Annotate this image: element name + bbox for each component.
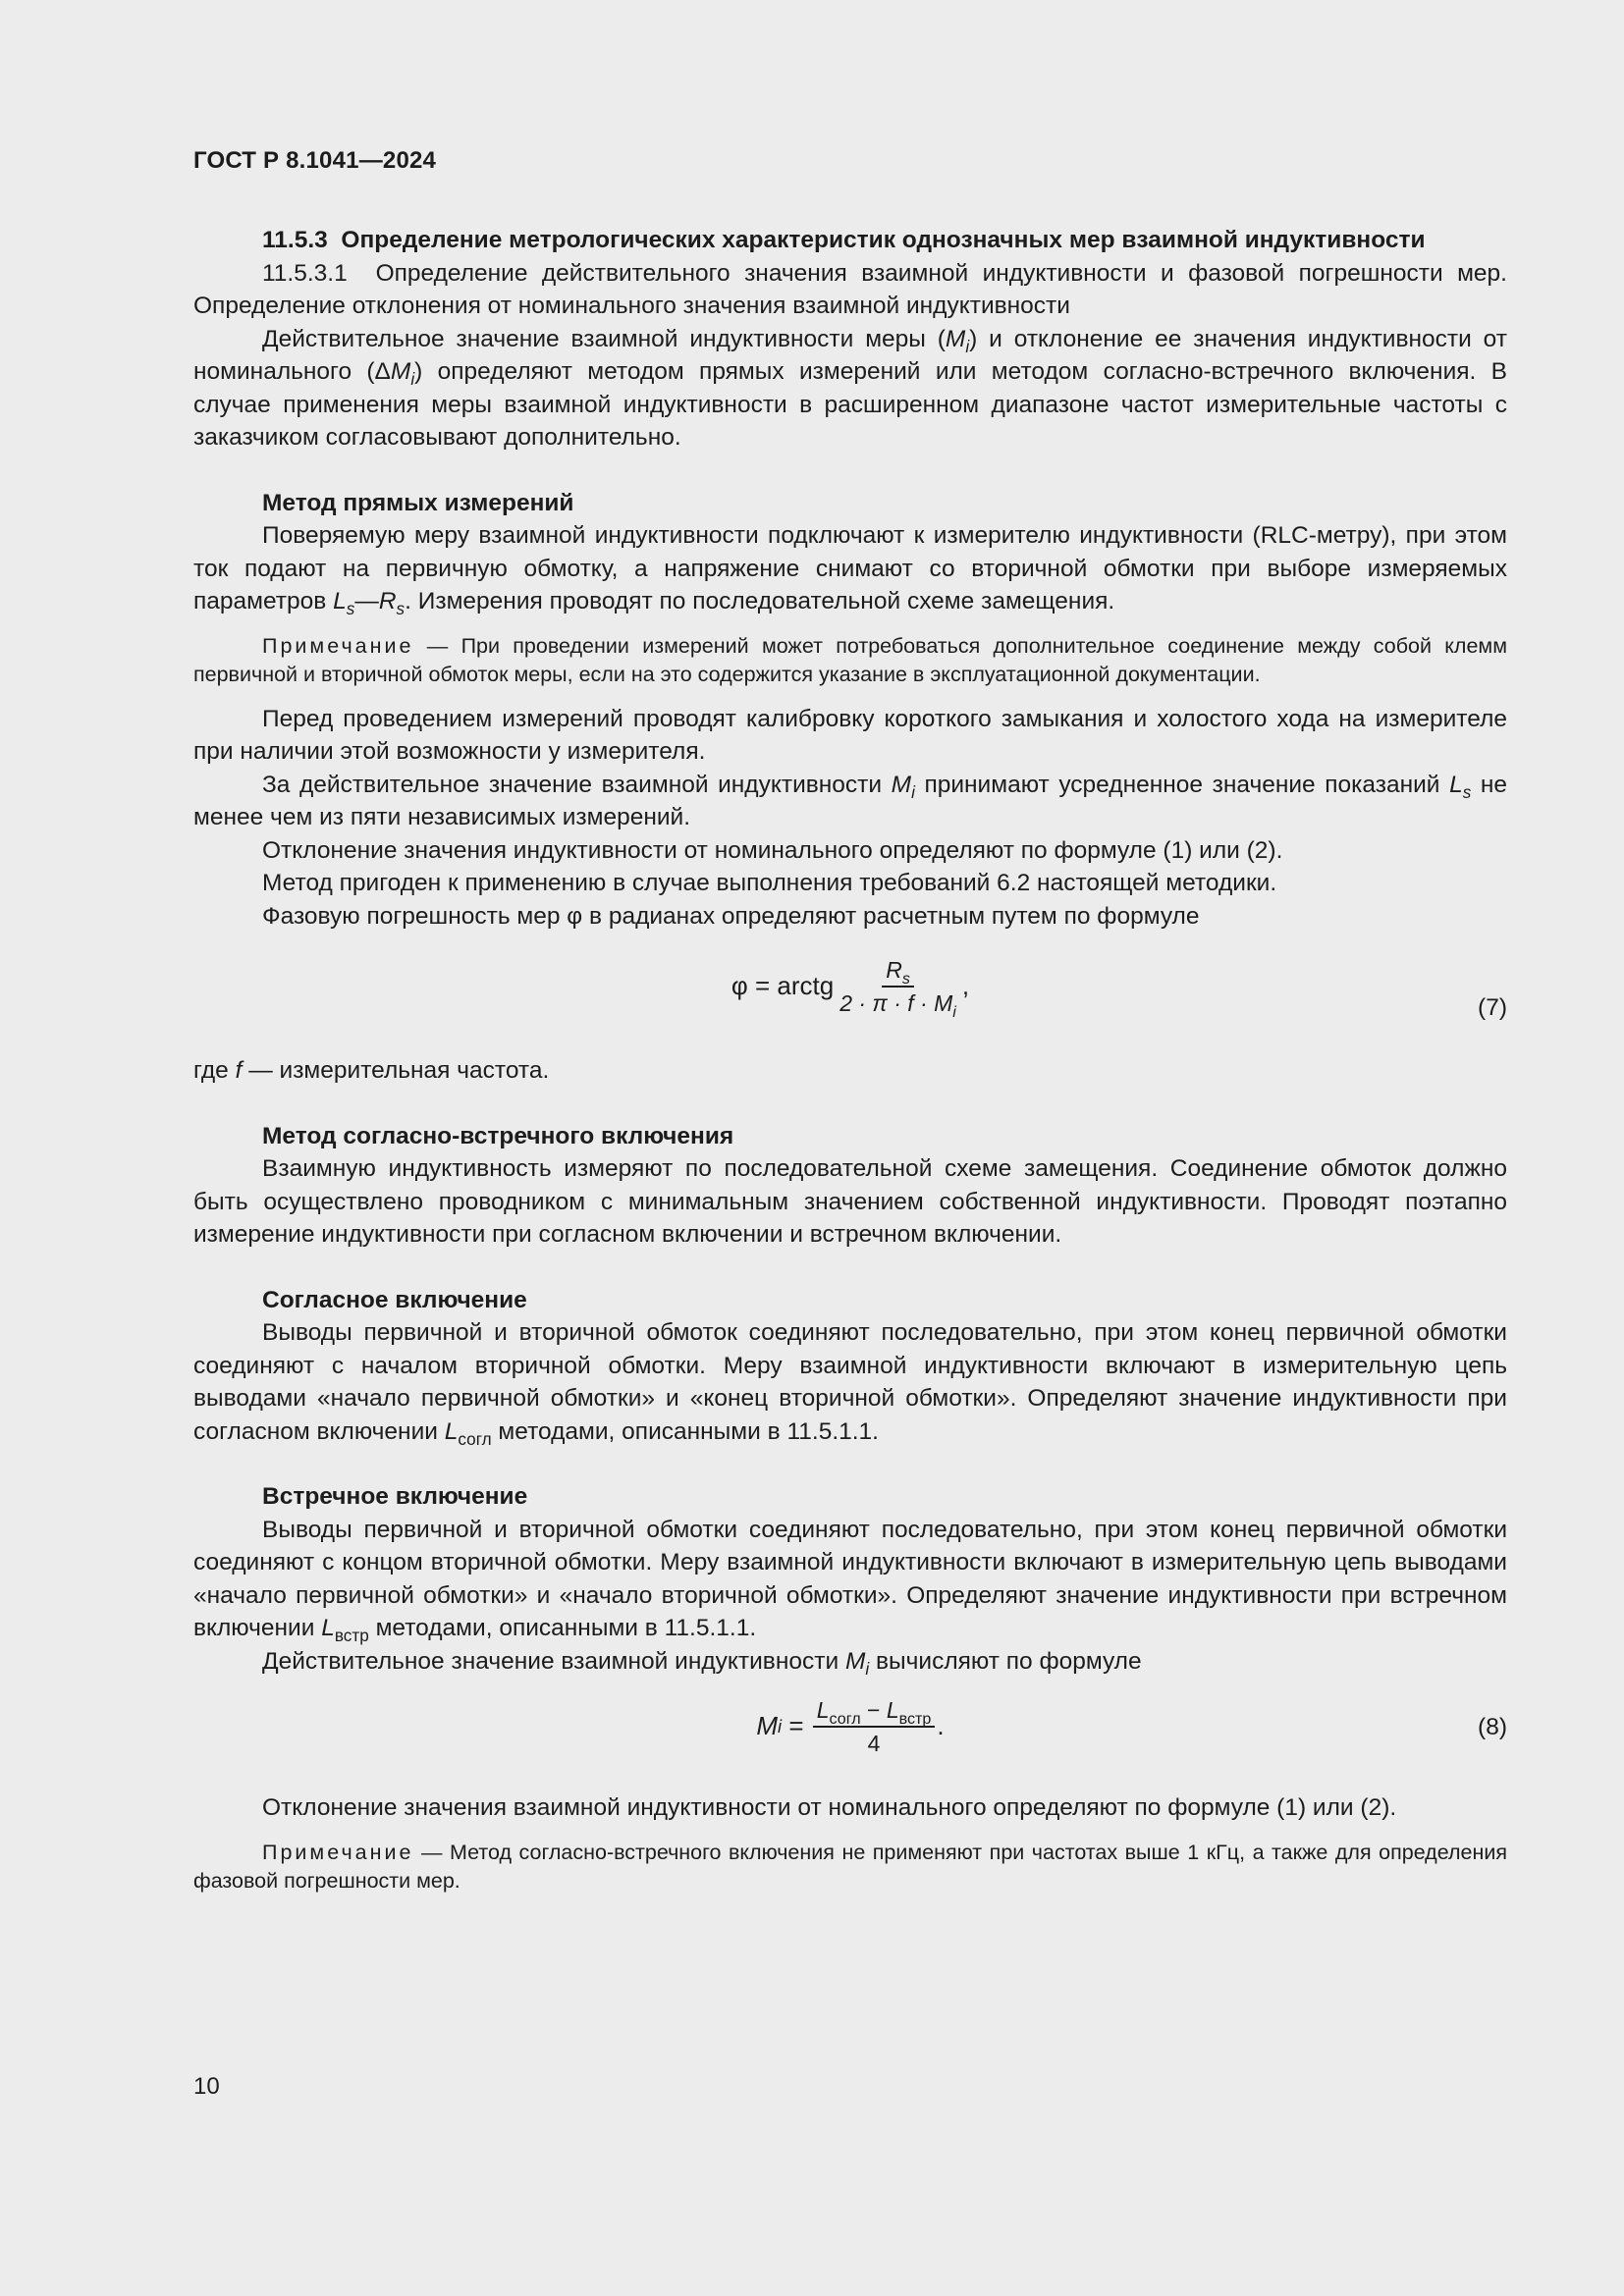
formula-8-fraction: $\frac{L_{согл} - L_{встр}}{4}$ (813, 1696, 936, 1757)
formula-7-lhs: φ = arctg (731, 971, 835, 1001)
deviation-paragraph: Отклонение значения индуктивности от номинального определяют по формуле (1) или (2). (262, 836, 1283, 864)
subsection-title: Определение действительного значения взаимной индуктивности и фазовой погрешности мер. Определение отклонения от номинального значения взаимной индуктивности (193, 259, 1507, 319)
where-clause: где f — измерительная частота. (193, 1057, 550, 1084)
section-heading (193, 224, 1507, 257)
note-direct-method: Примечание — При проведении измерений может потребоваться дополнительное соединение между собой клемм первичной и вторичной обмоток меры, если на это содержится указание в эксплуатационной документации. (193, 633, 1507, 686)
subsection-heading (193, 257, 1507, 323)
note-series-method: Примечание — Метод согласно-встречного включения не применяют при частотах выше 1 кГц, а также для определения фазовой погрешности мер. (193, 1840, 1507, 1893)
subsection-number: 11.5.3.1 (262, 259, 348, 287)
formula-7: φ = arctg $\frac{R_s}{2 \cdot \pi \cdot f \cdot M_i}$ , (7) (193, 933, 1507, 1041)
mutual-inductance-paragraph: Действительное значение взаимной индуктивности $M_i$ вычисляют по формуле (262, 1647, 1142, 1679)
formula-7-number: (7) (1478, 994, 1507, 1021)
page-number: 10 (193, 2073, 220, 2100)
note-label: Примечание (262, 633, 414, 658)
formula-7-fraction: $\frac{R_s}{2 \cdot \pi \cdot f \cdot M_i}$ (839, 957, 956, 1021)
aiding-title: Согласное включение (262, 1286, 527, 1313)
direct-method-paragraph: Поверяемую меру взаимной индуктивности подключают к измерителю индуктивности (RLC-метру), при этом ток подают на первичную обмотку, а напряжение снимают со вторичной обмотки при выборе измеряемых параметров $L_s—R_s$. Измерения проводят по последовательной схеме замещения. (193, 522, 1507, 618)
opposing-title: Встречное включение (262, 1483, 528, 1510)
formula-8-lhs: M (756, 1711, 779, 1741)
actual-value-paragraph: За действительное значение взаимной индуктивности $M_i$ принимают усредненное значение показаний $L_s$ не менее чем из пяти независимых измерений. (193, 771, 1507, 830)
document-header: ГОСТ Р 8.1041—2024 (193, 147, 437, 174)
series-method-paragraph: Взаимную индуктивность измеряют по последовательной схеме замещения. Соединение обмоток должно быть осуществлено проводником с минимальным значением собственной индуктивности. Проводят поэтапно измерение индуктивности при согласном включении и встречном включении. (193, 1155, 1507, 1248)
document-body (193, 224, 1507, 1909)
document-page (193, 0, 1507, 2296)
series-method-title: Метод согласно-встречного включения (262, 1122, 734, 1149)
formula-8-number: (8) (1478, 1714, 1507, 1740)
opposing-paragraph: Выводы первичной и вторичной обмотки соединяют последовательно, при этом конец первичной обмотки соединяют с концом вторичной обмотки. Меру взаимной индуктивности включают в измерительную цепь выводами «начало первичной обмотки» и «начало вторичной обмотки». Определяют значение индуктивности при встречном включении $L_{встр}$ методами, описанными в 11.5.1.1. (193, 1516, 1507, 1645)
aiding-paragraph: Выводы первичной и вторичной обмоток соединяют последовательно, при этом конец первичной обмотки соединяют с началом вторичной обмотки. Меру взаимной индуктивности включают в измерительную цепь выводами «начало первичной обмотки» и «конец вторичной обмотки». Определяют значение индуктивности при согласном включении $L_{согл}$ методами, описанными в 11.5.1.1. (193, 1319, 1507, 1449)
section-title: Определение метрологических характеристик однозначных мер взаимной индуктивности (341, 227, 1426, 253)
formula-8: M i = $\frac{L_{согл} - L_{встр}}{4}$ . (8) (756, 1697, 1507, 1756)
applicability-paragraph: Метод пригоден к применению в случае выполнения требований 6.2 настоящей методики. (262, 870, 1277, 896)
intro-paragraph: Действительное значение взаимной индуктивности меры $(M_i)$ и отклонение ее значения индуктивности от номинального $(\Delta M_i)$ определяют методом прямых измерений или методом согласно-встречного включения. В случае применения меры взаимной индуктивности в расширенном диапазоне частот измерительные частоты с заказчиком согласовывают дополнительно. (193, 325, 1507, 451)
section-number: 11.5.3 (262, 227, 328, 253)
calibration-paragraph: Перед проведением измерений проводят калибровку короткого замыкания и холостого хода на измерителе при наличии этой возможности у измерителя. (193, 705, 1507, 765)
phase-error-paragraph: Фазовую погрешность мер φ в радианах определяют расчетным путем по формуле (262, 902, 1200, 930)
deviation-mutual-paragraph: Отклонение значения взаимной индуктивности от номинального определяют по формуле (1) или (2). (262, 1794, 1397, 1821)
note-label: Примечание (262, 1840, 414, 1864)
direct-method-title: Метод прямых измерений (262, 489, 574, 516)
